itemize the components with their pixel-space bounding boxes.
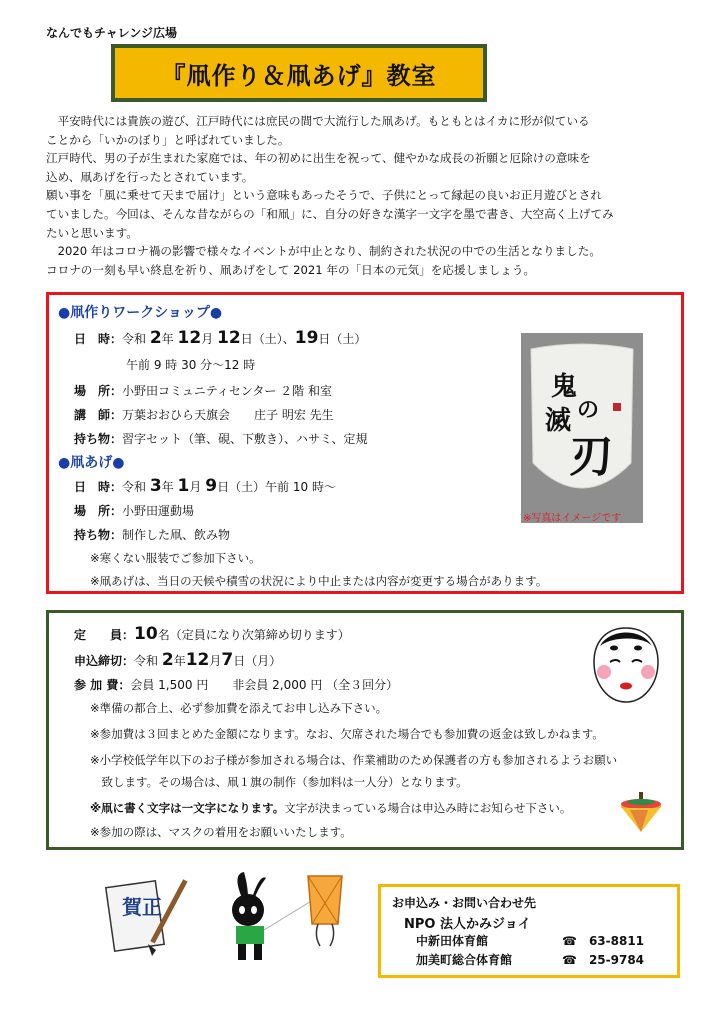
character-note-bold: ※凧に書く文字は一文字になります。 [90, 801, 285, 815]
date-era: 令和 [122, 332, 147, 346]
place-value: 小野田コミュニティセンター ２階 和室 [122, 384, 332, 398]
deadline-day-unit: 日（月） [233, 654, 282, 668]
photo-caption: ※写真はイメージです [523, 513, 622, 524]
guardian-note-cont: 致します。その場合は、凧１旗の制作（参加料は一人分）となります。 [90, 775, 468, 789]
refund-note: ※参加費は３回まとめた金額になります。なお、欠席された場合でも参加費の返金は致しかねます。 [90, 727, 604, 741]
date-day-unit: 日（土）午前 10 時～ [217, 480, 336, 494]
contact-title: お申込み・お問い合わせ先 [392, 896, 537, 910]
kiteflying-items [74, 526, 230, 543]
kiteflying-place [74, 502, 194, 519]
deadline-label: 申込締切： [74, 654, 135, 668]
deadline-era: 令和 [134, 654, 159, 668]
gasho-card-icon [104, 872, 200, 956]
date-day: 12 [217, 328, 241, 348]
svg-text:滅: 滅 [545, 406, 572, 436]
header-label: なんでもチャレンジ広場 [46, 26, 178, 40]
svg-text:の: の [577, 397, 600, 423]
date-year-unit: 年 [161, 332, 174, 346]
payment-note: ※準備の都合上、必ず参加費を添えてお申し込み下さい。 [90, 701, 388, 715]
contact-venue-1: 中新田体育館 [416, 934, 489, 948]
date-day-unit: 日（土）、 [240, 332, 295, 346]
contact-tel-2: ☎ 25-9784 [562, 953, 645, 967]
workshop-teacher [74, 406, 334, 423]
deadline-row [74, 650, 281, 670]
deadline-month: 12 [185, 650, 210, 670]
intro-line: たいと思います。 [46, 225, 138, 240]
contact-venue-2: 加美町総合体育館 [416, 953, 513, 967]
svg-text:刃: 刃 [569, 431, 613, 482]
items-label: 持ち物： [74, 528, 123, 542]
intro-line: 平安時代には貴族の遊び、江戸時代には庶民の間で大流行した凧あげ。もともとはイカに形が似ている [46, 114, 590, 128]
kite-character-icon [226, 870, 356, 970]
capacity-text: 名（定員になり次第締め切ります） [157, 628, 350, 642]
weather-note: ※凧あげは、当日の天候や積雪の状況により中止または内容が変更する場合があります。 [90, 574, 548, 588]
date-month: 12 [177, 328, 202, 348]
intro-line: ていました。今回は、そんな昔ながらの「和凧」に、自分の好きな漢字一文字を墨で書き、大空高く上げてみ [46, 206, 614, 221]
date-day: 9 [205, 476, 218, 496]
items-value: 習字セット（筆、硯、下敷き）、ハサミ、定規 [122, 432, 368, 446]
workshop-heading: ●凧作りワークショップ● [58, 305, 223, 321]
items-value: 制作した凧、飲み物 [122, 528, 231, 542]
place-label: 場 所： [74, 504, 123, 518]
guardian-note: ※小学校低学年以下のお子様が参加される場合は、作業補助のため保護者の方も参加されるようお願い [90, 753, 618, 767]
place-value: 小野田運動場 [122, 504, 195, 518]
teacher-value: 万葉おおひら天旗会 庄子 明宏 先生 [122, 408, 334, 422]
intro-line: 江戸時代、男の子が生まれた家庭では、年の初めに出生を祝って、健やかな成長の祈願と厄除けの意味を [46, 151, 591, 166]
deadline-year: 2 [161, 650, 174, 670]
character-note [90, 800, 571, 816]
kiteflying-date [74, 476, 336, 496]
title-banner [111, 44, 487, 102]
workshop-time: 午前 9 時 30 分～12 時 [126, 358, 256, 372]
fee-label: 参 加 費： [74, 678, 131, 692]
date-month-unit: 月 [189, 480, 202, 494]
svg-text:鬼: 鬼 [551, 372, 578, 402]
date-era: 令和 [122, 480, 147, 494]
deadline-day: 7 [221, 650, 234, 670]
character-note-rest: 文字が決まっている場合は申込み時にお知らせ下さい。 [284, 801, 572, 815]
capacity-row [74, 624, 350, 644]
deadline-month-unit: 月 [209, 654, 222, 668]
fee-row [74, 676, 398, 693]
teacher-label: 講 師： [74, 408, 123, 422]
kite-photo [521, 333, 643, 523]
date-month-unit: 月 [201, 332, 214, 346]
contact-tel-1: ☎ 63-8811 [562, 934, 645, 948]
capacity-number: 10 [134, 624, 158, 644]
mask-note: ※参加の際は、マスクの着用をお願いいたします。 [90, 825, 352, 839]
date-label: 日 時： [74, 480, 123, 494]
clothing-note: ※寒くない服装でご参加下さい。 [90, 551, 261, 565]
capacity-label: 定 員： [74, 628, 135, 642]
fee-text: 会員 1,500 円 非会員 2,000 円 （全３回分） [130, 678, 399, 692]
gasho-text: 賀正 [122, 895, 162, 919]
place-label: 場 所： [74, 384, 123, 398]
date-year-unit: 年 [161, 480, 174, 494]
workshop-items [74, 430, 368, 447]
intro-text [46, 112, 686, 279]
intro-line: 願い事を「風に乗せて天まで届け」という意味もあったそうで、子供にとって縁起の良いお正月遊びとされ [46, 188, 602, 203]
date-month: 1 [177, 476, 190, 496]
date-day-unit-2: 日（土） [318, 332, 367, 346]
date-day-2: 19 [294, 328, 319, 348]
okame-mask-icon [590, 626, 662, 704]
intro-line: ことから「いかのぼり」と呼ばれていました。 [46, 132, 290, 147]
contact-org: NPO 法人かみジョイ [404, 917, 531, 932]
page-title: 『凧作り＆凧あげ』教室 [161, 61, 437, 90]
items-label: 持ち物： [74, 432, 123, 446]
date-year: 2 [149, 328, 162, 348]
workshop-date [74, 328, 366, 348]
deadline-year-unit: 年 [173, 654, 186, 668]
spinning-top-icon [618, 790, 664, 836]
intro-line: 2020 年はコロナ禍の影響で様々なイベントが中止となり、制約された状況の中での生活となりました。 [46, 244, 601, 259]
kite-image [521, 333, 643, 523]
workshop-place [74, 382, 332, 399]
intro-line: コロナの一刻も早い終息を祈り、凧あげをして 2021 年の「日本の元気」を応援しましょう。 [46, 262, 536, 277]
kiteflying-heading: ●凧あげ● [58, 455, 125, 471]
date-year: 3 [149, 476, 162, 496]
date-label: 日 時： [74, 332, 123, 346]
intro-line: 込め、凧あげを行ったとされています。 [46, 169, 254, 184]
